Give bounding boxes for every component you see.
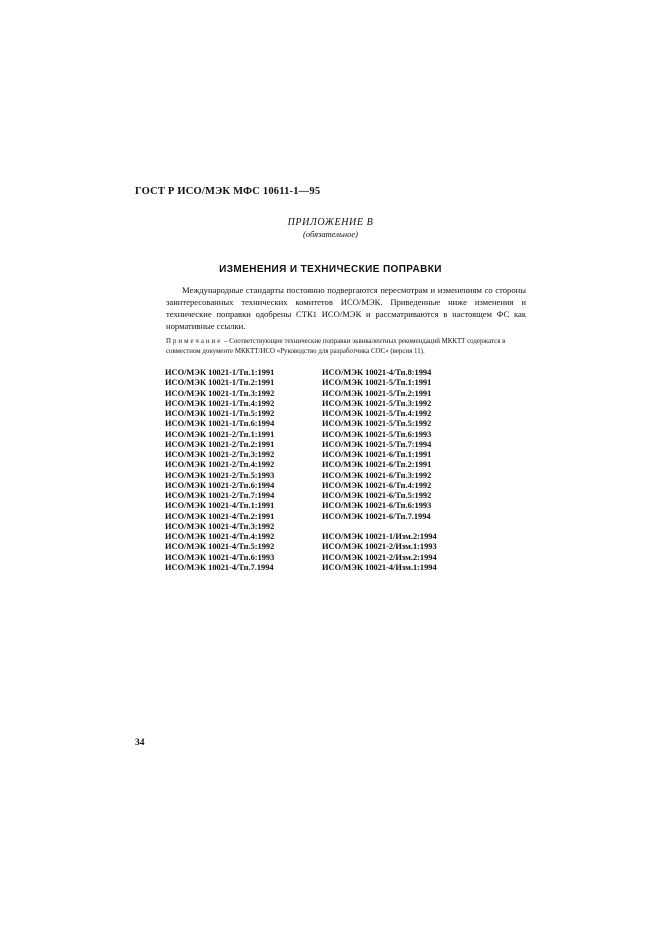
reference-item: ИСО/МЭК 10021-4/Тп.2:1991 [165,511,275,521]
reference-item: ИСО/МЭК 10021-1/Тп.1:1991 [165,368,275,377]
reference-item: ИСО/МЭК 10021-5/Тп.6:1993 [322,429,432,439]
reference-item: ИСО/МЭК 10021-4/Тп.5:1992 [165,542,275,552]
reference-item: ИСО/МЭК 10021-6/Тп.1:1991 [322,450,432,459]
reference-item: ИСО/МЭК 10021-1/Тп.4:1992 [165,398,275,408]
reference-item: ИСО/МЭК 10021-4/Тп.8:1994 [322,368,432,377]
reference-item: ИСО/МЭК 10021-1/Изм.2:1994 [322,532,437,541]
reference-item: ИСО/МЭК 10021-6/Тп.5:1992 [322,491,432,500]
reference-item: ИСО/МЭК 10021-4/Тп.3:1992 [165,521,275,531]
reference-item: ИСО/МЭК 10021-1/Тп.3:1992 [165,388,275,398]
appendix-title: ПРИЛОЖЕНИЕ В [287,217,374,228]
reference-item: ИСО/МЭК 10021-6/Тп.3:1992 [322,470,432,480]
reference-item: ИСО/МЭК 10021-6/Тп.4:1992 [322,480,432,490]
reference-item: ИСО/МЭК 10021-2/Тп.1:1991 [165,429,275,439]
note-text: – Соответствующие технические поправки эквивалентных рекомендаций МККТТ содержатся в совместном документе МККТТ/ИСО «Руководство для разработчика СОС» (версия 11). [166,338,506,355]
reference-item: ИСО/МЭК 10021-6/Тп.2:1991 [322,460,432,470]
reference-item: ИСО/МЭК 10021-1/Тп.2:1991 [165,378,275,388]
reference-item: ИСО/МЭК 10021-2/Тп.2:1991 [165,439,275,449]
body-paragraph: Международные стандарты постоянно подвергаются пересмотрам и изменениям со стороны заинтересованных технических комитетов ИСО/МЭК. Приведенные ниже изменения и технические поправки одобрены СТК1 ИСО/МЭК и рассматриваются в настоящем ФС как нормативные ссылки. [166,285,526,332]
reference-item: ИСО/МЭК 10021-2/Тп.6:1994 [165,480,275,490]
reference-item: ИСО/МЭК 10021-2/Тп.7:1994 [165,491,275,500]
reference-item [322,522,437,532]
reference-item: ИСО/МЭК 10021-2/Тп.3:1992 [165,450,275,459]
reference-item: ИСО/МЭК 10021-5/Тп.2:1991 [322,388,432,398]
reference-item: ИСО/МЭК 10021-2/Тп.5:1993 [165,470,275,480]
reference-list-left [165,368,274,573]
reference-item: ИСО/МЭК 10021-2/Изм.1:1993 [322,542,437,552]
reference-item: ИСО/МЭК 10021-5/Тп.4:1992 [322,409,432,418]
reference-item: ИСО/МЭК 10021-5/Тп.7:1994 [322,439,432,449]
reference-item: ИСО/МЭК 10021-4/Тп.6:1993 [165,552,275,562]
reference-item: ИСО/МЭК 10021-6/Тп.7.1994 [322,511,431,521]
section-heading: ИЗМЕНЕНИЯ И ТЕХНИЧЕСКИЕ ПОПРАВКИ [219,264,442,275]
reference-item: ИСО/МЭК 10021-6/Тп.6:1993 [322,501,432,511]
reference-item: ИСО/МЭК 10021-5/Тп.5:1992 [322,419,432,429]
note [166,337,526,357]
reference-item: ИСО/МЭК 10021-2/Изм.2:1994 [322,552,437,562]
page-number: 34 [135,738,145,748]
document-code: ГОСТ Р ИСО/МЭК МФС 10611-1—95 [135,186,321,197]
reference-item: ИСО/МЭК 10021-1/Тп.6:1994 [165,419,275,429]
appendix-subtitle: (обязательное) [303,229,358,239]
reference-item: ИСО/МЭК 10021-1/Тп.5:1992 [165,409,275,418]
reference-item: ИСО/МЭК 10021-5/Тп.3:1992 [322,398,432,408]
reference-item: ИСО/МЭК 10021-4/Тп.4:1992 [165,532,275,541]
note-label: Примечание [166,338,223,345]
reference-item: ИСО/МЭК 10021-5/Тп.1:1991 [322,378,432,388]
reference-item: ИСО/МЭК 10021-4/Тп.7.1994 [165,562,274,572]
reference-list-right [322,368,437,573]
reference-item: ИСО/МЭК 10021-4/Тп.1:1991 [165,501,275,511]
reference-item: ИСО/МЭК 10021-4/Изм.1:1994 [322,562,437,572]
reference-item: ИСО/МЭК 10021-2/Тп.4:1992 [165,460,275,470]
